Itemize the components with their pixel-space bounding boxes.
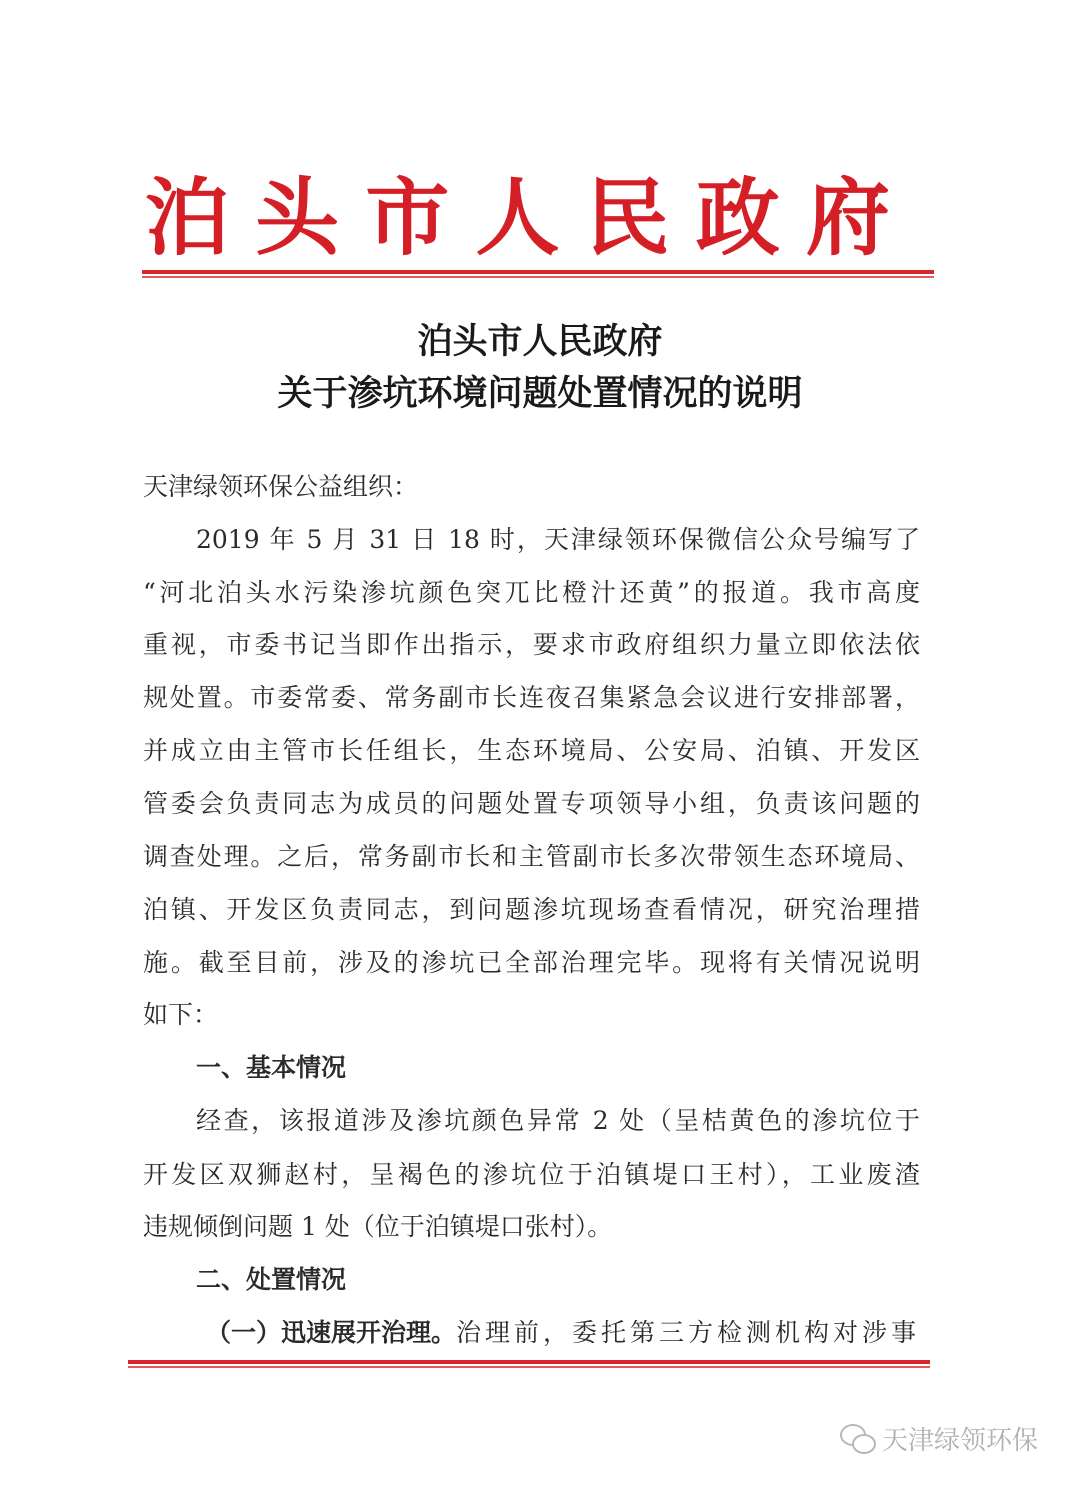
body-line: 2019 年 5 月 31 日 18 时，天津绿领环保微信公众号编写了 [196,525,920,554]
body-line: 管委会负责同志为成员的问题处置专项领导小组，负责该问题的 [143,789,920,818]
body-line: 施。截至目前，涉及的渗坑已全部治理完毕。现将有关情况说明 [143,948,920,977]
body-line: 泊镇、开发区负责同志，到问题渗坑现场查看情况，研究治理措 [143,895,920,924]
watermark [840,1420,1038,1457]
body-line: 重视，市委书记当即作出指示，要求市政府组织力量立即依法依 [143,630,920,659]
masthead-char: 头 [255,168,340,267]
body-line: 经查，该报道涉及渗坑颜色异常 2 处（呈桔黄色的渗坑位于 [196,1106,920,1135]
masthead-char: 人 [475,168,560,267]
salutation: 天津绿领环保公益组织： [143,472,419,501]
masthead-char: 市 [365,168,450,267]
watermark-text: 天津绿领环保 [882,1426,1039,1456]
wechat-icon [840,1424,876,1454]
body-line: 开发区双狮赵村，呈褐色的渗坑位于泊镇堤口王村），工业废渣 [143,1160,920,1189]
body-line: 并成立由主管市长任组长，生态环境局、公安局、泊镇、开发区 [143,736,920,765]
masthead-char: 府 [805,168,890,267]
subsection-heading: （一）迅速展开治理。 [206,1318,457,1347]
body-line: 违规倾倒问题 1 处（位于泊镇堤口张村）。 [143,1212,613,1241]
body-line: “河北泊头水污染渗坑颜色突兀比橙汁还黄”的报道。我市高度 [143,578,920,607]
body-line: 如下： [143,1000,219,1029]
section-heading: 二、处置情况 [196,1265,347,1294]
section-heading: 一、基本情况 [196,1053,347,1082]
document-title-line1: 泊头市人民政府 [417,321,663,362]
masthead-char: 民 [585,168,670,267]
body-line: 规处置。市委常委、常务副市长连夜召集紧急会议进行安排部署， [143,683,920,712]
header-red-divider [142,270,934,274]
masthead [145,168,890,268]
body-line: 调查处理。之后，常务副市长和主管副市长多次带领生态环境局、 [143,842,920,871]
body-text: 治理前，委托第三方检测机构对涉事 [456,1318,921,1347]
masthead-char: 泊 [145,168,230,267]
footer-red-divider [128,1360,930,1364]
body-line [206,1316,920,1350]
document-title-line2: 关于渗坑环境问题处置情况的说明 [277,373,803,414]
masthead-char: 政 [695,168,780,267]
